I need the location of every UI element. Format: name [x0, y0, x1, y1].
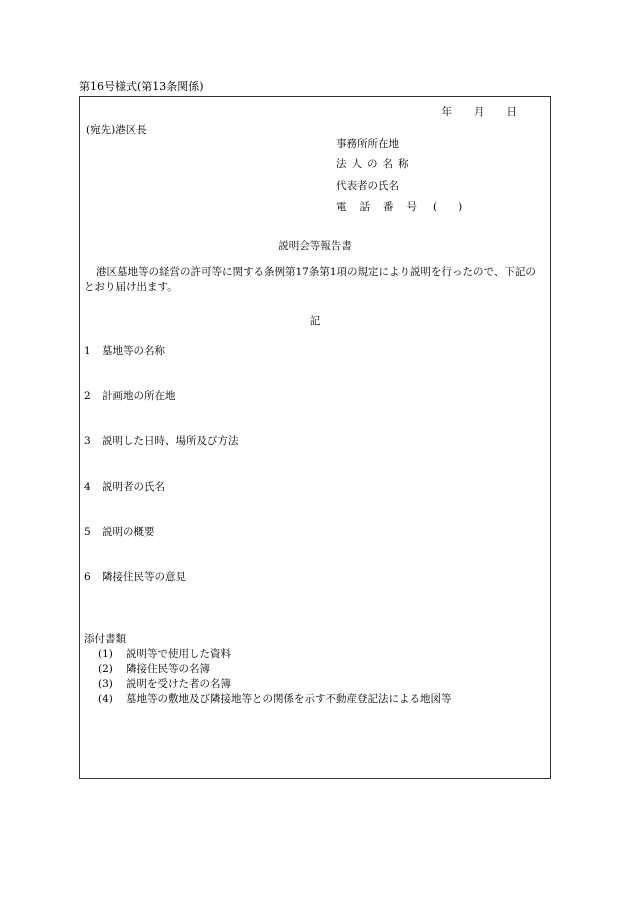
item-label: 説明した日時、場所及び方法 — [102, 435, 239, 447]
attachment-label: 説明を受けた者の名簿 — [126, 678, 231, 690]
date-line — [442, 105, 518, 119]
representative-name-label: 代表者の氏名 — [336, 180, 399, 192]
office-address-label: 事務所所在地 — [336, 138, 399, 150]
list-item — [84, 525, 155, 539]
ki-heading: 記 — [309, 315, 321, 327]
date-month-label: 月 — [474, 106, 485, 118]
report-form-frame — [79, 96, 551, 779]
list-item — [84, 570, 186, 584]
body-text: 港区墓地等の経営の許可等に関する条例第17条第1項の規定により説明を行ったので、下記のとおり届け出ます。 — [84, 266, 536, 293]
item-label: 計画地の所在地 — [102, 390, 176, 402]
date-day-label: 日 — [506, 106, 517, 118]
addressee: (宛先)港区長 — [86, 124, 147, 136]
attachment-item — [98, 647, 231, 661]
list-item — [84, 389, 176, 403]
item-number: 5 — [84, 526, 91, 538]
list-item — [84, 344, 165, 358]
date-year-label: 年 — [441, 106, 452, 118]
attachment-item — [98, 662, 210, 676]
phone-number-paren: ( ) — [433, 201, 463, 213]
item-label: 隣接住民等の意見 — [102, 571, 186, 583]
attachment-label: 説明等で使用した資料 — [126, 648, 231, 660]
document-title: 説明会等報告書 — [278, 240, 352, 252]
attachment-label: 隣接住民等の名簿 — [126, 663, 210, 675]
item-number: 6 — [84, 571, 91, 583]
item-label: 説明の概要 — [102, 526, 155, 538]
list-item — [84, 434, 239, 448]
item-number: 1 — [84, 345, 91, 357]
phone-number-label: 電話番号 — [336, 201, 430, 213]
item-label: 説明者の氏名 — [102, 481, 165, 493]
attachment-number: (3) — [98, 678, 113, 690]
item-number: 3 — [84, 435, 91, 447]
list-item — [84, 480, 165, 494]
item-number: 4 — [84, 481, 91, 493]
item-number: 2 — [84, 390, 91, 402]
item-label: 墓地等の名称 — [102, 345, 165, 357]
attachment-item — [98, 692, 452, 706]
form-number-title: 第16号様式(第13条関係) — [79, 80, 204, 93]
attachments-heading: 添付書類 — [84, 633, 126, 645]
attachment-label: 墓地等の敷地及び隣接地等との関係を示す不動産登記法による地図等 — [126, 693, 452, 705]
corporate-name-label: 法人の名称 — [336, 158, 414, 170]
attachment-number: (4) — [98, 693, 113, 705]
attachment-number: (2) — [98, 663, 113, 675]
attachment-item — [98, 677, 231, 691]
attachment-number: (1) — [98, 648, 113, 660]
